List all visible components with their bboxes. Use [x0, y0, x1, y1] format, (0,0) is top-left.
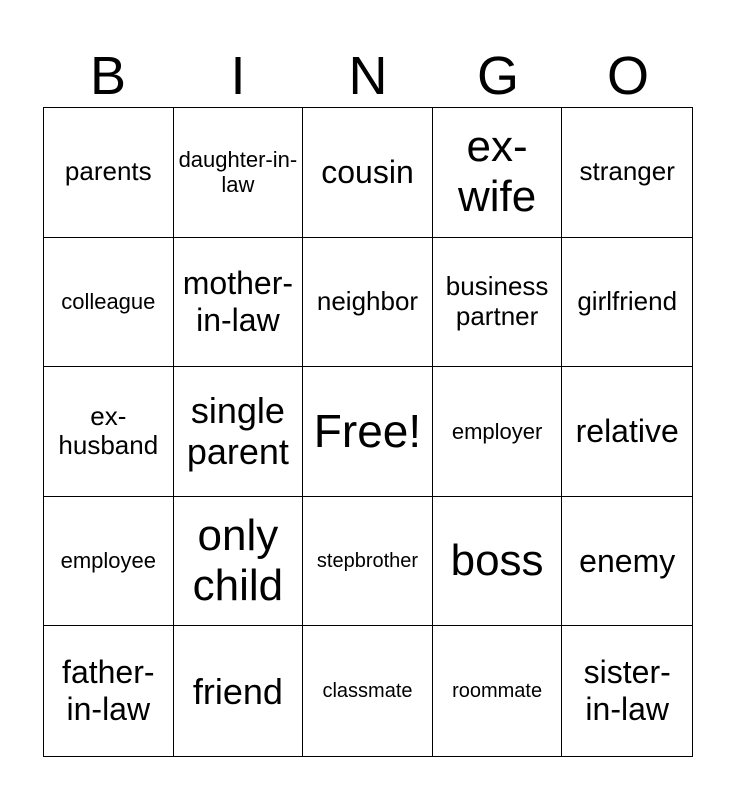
bingo-cell[interactable]: stranger: [562, 108, 692, 238]
bingo-cell[interactable]: neighbor: [303, 238, 433, 368]
bingo-cell[interactable]: father-in-law: [44, 626, 174, 756]
bingo-cell[interactable]: employer: [433, 367, 563, 497]
header-letter-g: G: [476, 46, 519, 106]
bingo-cell[interactable]: colleague: [44, 238, 174, 368]
bingo-cell[interactable]: boss: [433, 497, 563, 627]
bingo-cell[interactable]: sister-in-law: [583, 654, 671, 728]
bingo-cell[interactable]: relative: [562, 367, 692, 497]
header-letter-b: B: [89, 46, 127, 106]
bingo-cell[interactable]: cousin: [303, 108, 433, 238]
bingo-cell[interactable]: single parent: [174, 367, 304, 497]
bingo-cell[interactable]: roommate: [433, 626, 563, 756]
bingo-cell[interactable]: ex-wife: [433, 108, 563, 238]
header-letter-i: I: [230, 46, 246, 106]
bingo-cell[interactable]: business partner: [433, 238, 563, 368]
bingo-cell[interactable]: enemy: [562, 497, 692, 627]
free-space-cell[interactable]: Free!: [303, 367, 433, 497]
bingo-cell[interactable]: employee: [44, 497, 174, 627]
bingo-cell[interactable]: parents: [44, 108, 174, 238]
bingo-cell[interactable]: mother-in-law: [174, 238, 304, 368]
bingo-cell[interactable]: friend: [174, 626, 304, 756]
bingo-cell[interactable]: stepbrother: [303, 497, 433, 627]
bingo-board: [43, 107, 693, 757]
bingo-cell[interactable]: only child: [174, 497, 304, 627]
header-letter-n: N: [348, 46, 388, 106]
bingo-cell[interactable]: classmate: [303, 626, 433, 756]
header-letter-o: O: [606, 46, 649, 106]
bingo-header: [43, 45, 693, 107]
bingo-cell[interactable]: daughter-in-law: [174, 108, 304, 238]
bingo-cell[interactable]: ex-husband: [44, 367, 174, 497]
bingo-cell[interactable]: girlfriend: [562, 238, 692, 368]
